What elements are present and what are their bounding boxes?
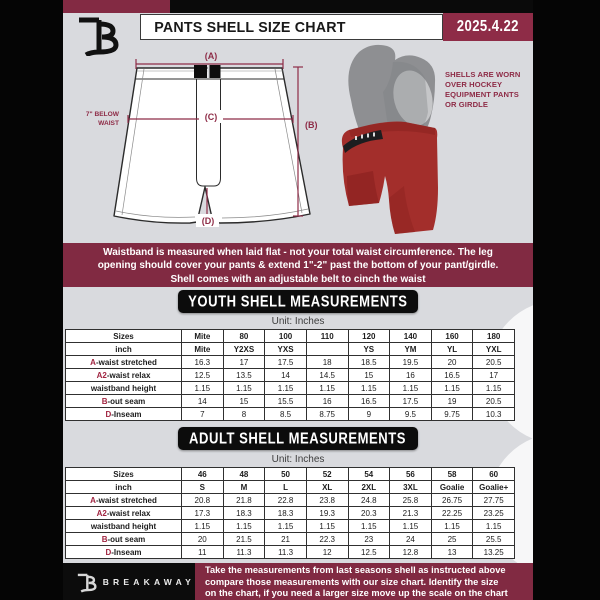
value-cell: 19.5 <box>390 356 432 369</box>
measure-label-d: (D) <box>201 216 215 226</box>
value-cell: 21.8 <box>223 494 265 507</box>
value-cell: 18.3 <box>265 507 307 520</box>
value-cell: 19 <box>431 395 473 408</box>
row-label-cell: Sizes <box>66 468 182 481</box>
value-cell: 58 <box>431 468 473 481</box>
value-cell: 1.15 <box>182 382 224 395</box>
value-cell: 18.5 <box>348 356 390 369</box>
row-label-cell: B-out seam <box>66 395 182 408</box>
value-cell: 3XL <box>390 481 432 494</box>
date-text: 2025.4.22 <box>456 18 520 35</box>
measure-label-c: (C) <box>204 112 218 122</box>
row-label-cell: waistband height <box>66 520 182 533</box>
measure-label-a: (A) <box>204 51 218 61</box>
value-cell: 12 <box>306 546 348 559</box>
value-cell: 25.8 <box>390 494 432 507</box>
info-banner-line1: Waistband is measured when laid flat - not your total waist circumference. The leg <box>103 247 493 258</box>
value-cell: 17 <box>473 369 515 382</box>
waist-note-line2: WAIST <box>98 120 119 127</box>
size-chart-page <box>63 0 533 600</box>
measure-letter: A <box>90 495 96 505</box>
youth-section-title: YOUTH SHELL MEASUREMENTS <box>188 292 408 311</box>
row-label-cell: A2-waist relax <box>66 369 182 382</box>
top-border-accent <box>63 0 170 13</box>
value-cell: 21.5 <box>223 533 265 546</box>
value-cell: 16.3 <box>182 356 224 369</box>
footer-brand-text: BREAKAWAY <box>102 576 195 587</box>
info-banner-line3: Shell comes with an adjustable belt to cinch the waist <box>170 273 426 285</box>
value-cell: 16 <box>306 395 348 408</box>
value-cell: Goalie <box>431 481 473 494</box>
table-row <box>66 330 515 343</box>
value-cell: 46 <box>182 468 224 481</box>
value-cell: YS <box>348 343 390 356</box>
value-cell: 15 <box>348 369 390 382</box>
table-row <box>66 356 515 369</box>
value-cell: 14 <box>182 395 224 408</box>
value-cell: 24.8 <box>348 494 390 507</box>
value-cell: 52 <box>306 468 348 481</box>
value-cell: 1.15 <box>306 520 348 533</box>
row-label-cell: waistband height <box>66 382 182 395</box>
value-cell: 9.5 <box>390 408 432 421</box>
value-cell: 140 <box>390 330 432 343</box>
value-cell: Y2XS <box>223 343 265 356</box>
value-cell: 21.3 <box>390 507 432 520</box>
value-cell: 12.5 <box>182 369 224 382</box>
footer-note <box>195 563 533 600</box>
value-cell: 80 <box>223 330 265 343</box>
value-cell: 1.15 <box>431 382 473 395</box>
row-label-cell: A2-waist relax <box>66 507 182 520</box>
measure-label-b: (B) <box>305 120 318 130</box>
value-cell: Mite <box>182 343 224 356</box>
value-cell: L <box>265 481 307 494</box>
shell-note <box>445 70 533 110</box>
value-cell: 2XL <box>348 481 390 494</box>
measure-letter: D <box>105 547 112 557</box>
value-cell: 20.8 <box>182 494 224 507</box>
value-cell: 24 <box>390 533 432 546</box>
shell-note-line4: OR GIRDLE <box>445 100 489 109</box>
row-label-cell: B-out seam <box>66 533 182 546</box>
value-cell: 180 <box>473 330 515 343</box>
value-cell: 1.15 <box>473 382 515 395</box>
adult-section-title: ADULT SHELL MEASUREMENTS <box>189 429 407 448</box>
waist-note-line1: 7" BELOW <box>85 111 119 118</box>
value-cell: 16 <box>390 369 432 382</box>
value-cell: 18 <box>306 356 348 369</box>
value-cell: 20.5 <box>473 356 515 369</box>
value-cell: 15 <box>223 395 265 408</box>
value-cell: 13 <box>431 546 473 559</box>
value-cell: 1.15 <box>348 382 390 395</box>
value-cell: 16.5 <box>431 369 473 382</box>
value-cell: 8.75 <box>306 408 348 421</box>
youth-measurements-table <box>65 329 515 421</box>
value-cell: 120 <box>348 330 390 343</box>
value-cell: 1.15 <box>265 382 307 395</box>
shell-note-line1: SHELLS ARE WORN <box>445 70 521 79</box>
row-label-cell: A-waist stretched <box>66 494 182 507</box>
table-row <box>66 481 515 494</box>
value-cell: 1.15 <box>223 520 265 533</box>
table-row <box>66 382 515 395</box>
value-cell: 1.15 <box>306 382 348 395</box>
value-cell: 16.5 <box>348 395 390 408</box>
value-cell: Mite <box>182 330 224 343</box>
shell-note-line3: EQUIPMENT PANTS <box>445 90 519 99</box>
value-cell: YM <box>390 343 432 356</box>
value-cell: 20.3 <box>348 507 390 520</box>
value-cell: 23 <box>348 533 390 546</box>
row-label-cell: D-Inseam <box>66 546 182 559</box>
measure-letter: D <box>105 409 112 419</box>
date-badge <box>443 13 533 41</box>
measure-letter: A2 <box>96 508 107 518</box>
value-cell: 1.15 <box>265 520 307 533</box>
value-cell: 17.3 <box>182 507 224 520</box>
value-cell: 8 <box>223 408 265 421</box>
table-row <box>66 507 515 520</box>
value-cell: 8.5 <box>265 408 307 421</box>
value-cell: YXS <box>265 343 307 356</box>
top-border-strip <box>63 0 533 13</box>
row-label-cell: Sizes <box>66 330 182 343</box>
row-label-cell: inch <box>66 343 182 356</box>
page-title: PANTS SHELL SIZE CHART <box>154 18 346 36</box>
youth-section-banner <box>178 290 418 313</box>
value-cell: 20.5 <box>473 395 515 408</box>
value-cell: 23.8 <box>306 494 348 507</box>
value-cell: 60 <box>473 468 515 481</box>
value-cell: 17.5 <box>390 395 432 408</box>
table-row <box>66 533 515 546</box>
adult-section-banner <box>178 427 418 450</box>
value-cell: 13.5 <box>223 369 265 382</box>
value-cell: 1.15 <box>348 520 390 533</box>
value-cell: 14.5 <box>306 369 348 382</box>
value-cell: 160 <box>431 330 473 343</box>
value-cell: 13.25 <box>473 546 515 559</box>
value-cell: 22.3 <box>306 533 348 546</box>
belt-buckle-icon <box>194 65 207 78</box>
shell-note-line2: OVER HOCKEY <box>445 80 503 89</box>
value-cell: 100 <box>265 330 307 343</box>
value-cell: 15.5 <box>265 395 307 408</box>
row-label-cell: A-waist stretched <box>66 356 182 369</box>
info-banner <box>63 243 533 287</box>
value-cell: 12.5 <box>348 546 390 559</box>
value-cell: YXL <box>473 343 515 356</box>
row-label-cell: D-Inseam <box>66 408 182 421</box>
value-cell: 14 <box>265 369 307 382</box>
value-cell: 17.5 <box>265 356 307 369</box>
value-cell: 10.3 <box>473 408 515 421</box>
value-cell: 12.8 <box>390 546 432 559</box>
value-cell: 7 <box>182 408 224 421</box>
value-cell: M <box>223 481 265 494</box>
value-cell: 1.15 <box>390 382 432 395</box>
value-cell: 1.15 <box>431 520 473 533</box>
value-cell: 25.5 <box>473 533 515 546</box>
value-cell: 20 <box>182 533 224 546</box>
table-row <box>66 343 515 356</box>
value-cell: 11.3 <box>265 546 307 559</box>
value-cell: 48 <box>223 468 265 481</box>
value-cell: 1.15 <box>390 520 432 533</box>
value-cell: 26.75 <box>431 494 473 507</box>
shorts-measurement-diagram <box>83 48 333 233</box>
value-cell: 11 <box>182 546 224 559</box>
value-cell <box>306 343 348 356</box>
value-cell: YL <box>431 343 473 356</box>
footer-note-line2: compare those measurements with our size chart. Identify the size <box>205 576 499 587</box>
page-title-box <box>140 14 443 40</box>
value-cell: 21 <box>265 533 307 546</box>
adult-unit-label: Unit: Inches <box>271 454 325 465</box>
value-cell: 22.25 <box>431 507 473 520</box>
table-row <box>66 408 515 421</box>
youth-unit-label: Unit: Inches <box>271 316 325 327</box>
row-label-cell: inch <box>66 481 182 494</box>
measure-letter: A2 <box>96 370 107 380</box>
value-cell: 9 <box>348 408 390 421</box>
value-cell: 27.75 <box>473 494 515 507</box>
value-cell: 110 <box>306 330 348 343</box>
value-cell: 19.3 <box>306 507 348 520</box>
info-banner-line2: opening should cover your pants & extend 1"-2" past the bottom of your pant/girdle. <box>97 260 499 272</box>
adult-measurements-table <box>65 467 515 559</box>
value-cell: 17 <box>223 356 265 369</box>
value-cell: 54 <box>348 468 390 481</box>
table-row <box>66 494 515 507</box>
value-cell: 1.15 <box>473 520 515 533</box>
value-cell: 1.15 <box>223 382 265 395</box>
footer-note-line1: Take the measurements from last seasons shell as instructed above <box>205 565 506 575</box>
footer-brand-area <box>63 563 195 600</box>
value-cell: 11.3 <box>223 546 265 559</box>
value-cell: 18.3 <box>223 507 265 520</box>
table-row <box>66 546 515 559</box>
value-cell: 1.15 <box>182 520 224 533</box>
value-cell: 25 <box>431 533 473 546</box>
value-cell: XL <box>306 481 348 494</box>
breakaway-footer-logo-icon <box>75 569 98 595</box>
value-cell: 9.75 <box>431 408 473 421</box>
table-row <box>66 468 515 481</box>
value-cell: 56 <box>390 468 432 481</box>
measure-letter: A <box>90 357 96 367</box>
shell-photo <box>335 38 440 238</box>
value-cell: 22.8 <box>265 494 307 507</box>
value-cell: S <box>182 481 224 494</box>
table-row <box>66 520 515 533</box>
table-row <box>66 369 515 382</box>
table-row <box>66 395 515 408</box>
value-cell: 23.25 <box>473 507 515 520</box>
footer-note-line3: on the chart, if you need a larger size move up the scale on the chart <box>205 588 508 599</box>
value-cell: Goalie+ <box>473 481 515 494</box>
value-cell: 20 <box>431 356 473 369</box>
value-cell: 50 <box>265 468 307 481</box>
measure-letter: B <box>101 396 108 406</box>
measure-letter: B <box>101 534 108 544</box>
